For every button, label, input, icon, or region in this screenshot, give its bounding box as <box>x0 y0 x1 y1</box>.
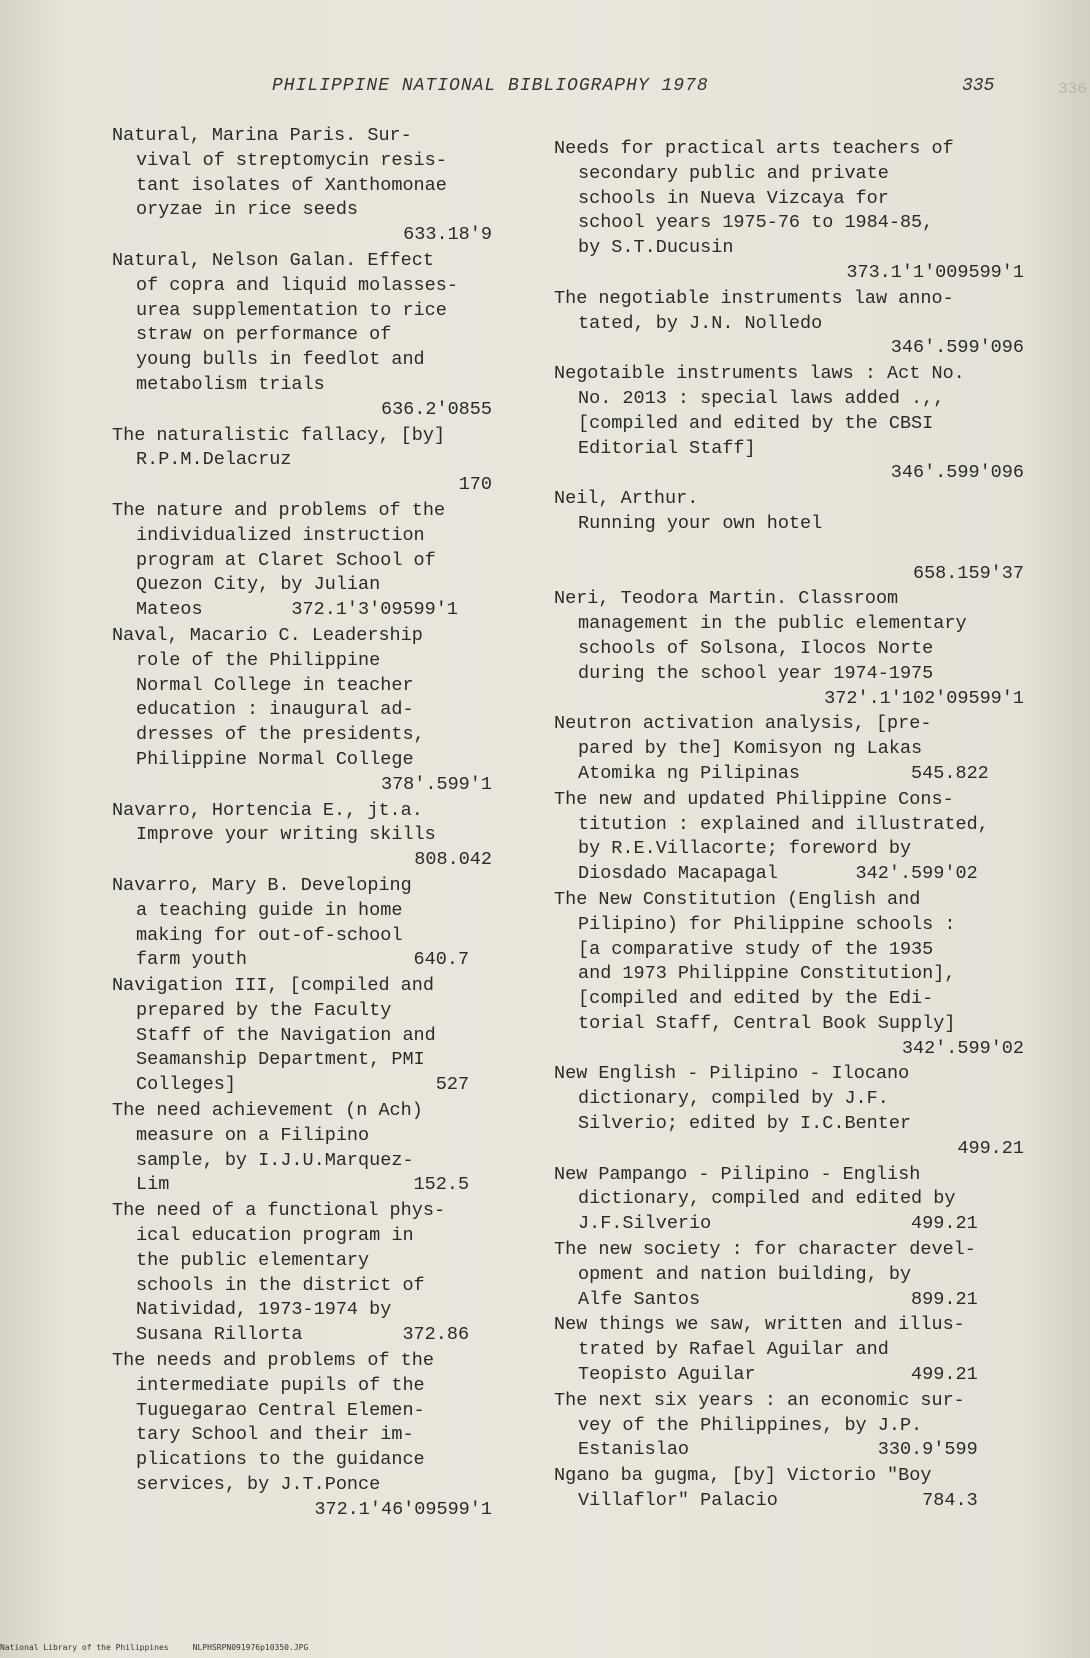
entry-line: sample, by I.J.U.Marquez- <box>136 1149 414 1171</box>
entry-line: Villaflor" Palacio 784.3 <box>578 1490 978 1512</box>
entry-line: The needs and problems of the <box>112 1350 434 1372</box>
entry-line: Ngano ba gugma, [by] Victorio "Boy <box>554 1465 932 1487</box>
entry-line: vival of streptomycin resis- <box>136 149 447 171</box>
entry-line: dresses of the presidents, <box>136 724 425 746</box>
entry-line: Neil, Arthur. <box>554 488 699 510</box>
call-number: 170 <box>458 474 492 496</box>
entry-line: by S.T.Ducusin <box>578 237 734 259</box>
entry-line: ical education program in <box>136 1225 414 1247</box>
bibliography-entry <box>554 362 1024 486</box>
entry-line: intermediate pupils of the <box>136 1374 425 1396</box>
bibliography-entry <box>112 974 492 1098</box>
call-number: 378'.599'1 <box>380 773 492 795</box>
bibliography-entry <box>112 874 492 973</box>
entry-line: Silverio; edited by I.C.Benter <box>578 1113 912 1135</box>
call-number: 372.1'46'09599'1 <box>314 1498 492 1520</box>
entry-line: oryzae in rice seeds <box>136 199 359 221</box>
bibliography-entry <box>112 124 492 248</box>
entry-line: prepared by the Faculty <box>136 999 392 1021</box>
entry-line: Mateos 372.1'3'09599'1 <box>136 599 458 621</box>
entry-line: Neutron activation analysis, [pre- <box>554 713 932 735</box>
entry-line: No. 2013 : special laws added .,, <box>578 387 945 409</box>
entry-line: program at Claret School of <box>136 549 436 571</box>
entry-line: Lim 152.5 <box>136 1174 470 1196</box>
call-number: 342'.599'02 <box>901 1037 1024 1059</box>
call-number: 373.1'1'009599'1 <box>846 261 1024 283</box>
entry-line: Editorial Staff] <box>578 437 756 459</box>
entry-line: Seamanship Department, PMI <box>136 1049 425 1071</box>
bibliography-entry <box>554 487 1024 586</box>
page-number: 335 <box>962 76 995 96</box>
entry-line: Colleges] 527 <box>136 1074 470 1096</box>
entry-line: schools of Solsona, Ilocos Norte <box>578 637 934 659</box>
entry-line: urea supplementation to rice <box>136 299 447 321</box>
entry-line: during the school year 1974-1975 <box>578 662 934 684</box>
entry-line: Philippine Normal College <box>136 748 414 770</box>
bleed-through-page-number: 336 <box>1058 80 1087 98</box>
entry-line: R.P.M.Delacruz <box>136 449 292 471</box>
entry-line: of copra and liquid molasses- <box>136 274 458 296</box>
entry-line: The new and updated Philippine Cons- <box>554 788 954 810</box>
entry-line: by R.E.Villacorte; foreword by <box>578 838 912 860</box>
entry-line: The nature and problems of the <box>112 499 446 521</box>
entry-line: Susana Rillorta 372.86 <box>136 1324 470 1346</box>
entry-line: The naturalistic fallacy, [by] <box>112 424 446 446</box>
entry-line: Alfe Santos 899.21 <box>578 1288 978 1310</box>
entry-line: vey of the Philippines, by J.P. <box>578 1414 923 1436</box>
footer-library: National Library of the Philippines <box>0 1643 169 1652</box>
bibliography-entry <box>112 249 492 423</box>
call-number: 658.159'37 <box>912 562 1024 584</box>
entry-line: Navarro, Hortencia E., jt.a. <box>112 799 423 821</box>
entry-line: tated, by J.N. Nolledo <box>578 312 823 334</box>
call-number: 346'.599'096 <box>890 337 1024 359</box>
entry-line: titution : explained and illustrated, <box>578 813 989 835</box>
entry-line: Atomika ng Pilipinas 545.822 <box>578 762 989 784</box>
entry-line: The negotiable instruments law anno- <box>554 287 954 309</box>
bibliography-entry <box>554 1062 1024 1161</box>
entry-line: dictionary, compiled and edited by <box>578 1188 956 1210</box>
bibliography-entry <box>112 1199 492 1348</box>
entry-line: The new society : for character devel- <box>554 1239 976 1261</box>
bibliography-entry <box>112 499 492 623</box>
entry-line: The New Constitution (English and <box>554 888 921 910</box>
entry-line: Tuguegarao Central Elemen- <box>136 1399 425 1421</box>
entry-line: Running your own hotel <box>578 512 823 534</box>
entry-line: Natural, Marina Paris. Sur- <box>112 125 412 146</box>
entry-line: management in the public elementary <box>578 613 967 635</box>
entry-line: tant isolates of Xanthomonae <box>136 174 447 196</box>
entry-line: straw on performance of <box>136 324 392 346</box>
entry-line: Naval, Macario C. Leadership <box>112 624 423 646</box>
entry-line: Teopisto Aguilar 499.21 <box>578 1364 978 1386</box>
bibliography-entry <box>554 1163 1024 1237</box>
left-column <box>112 124 492 1524</box>
entry-line: school years 1975-76 to 1984-85, <box>578 212 934 234</box>
entry-line: J.F.Silverio 499.21 <box>578 1213 978 1235</box>
entry-line: services, by J.T.Ponce <box>136 1474 381 1496</box>
bibliography-entry <box>554 1313 1024 1387</box>
call-number: 633.18'9 <box>403 224 492 246</box>
bibliography-entry <box>554 888 1024 1062</box>
entry-line: education : inaugural ad- <box>136 699 414 721</box>
entry-line: secondary public and private <box>578 162 889 184</box>
entry-line: role of the Philippine <box>136 649 381 671</box>
bibliography-entry <box>554 1464 1024 1514</box>
footer-file: NLPHSRPN091976p10350.JPG <box>192 1643 309 1652</box>
entry-line: trated by Rafael Aguilar and <box>578 1339 889 1361</box>
entry-line: torial Staff, Central Book Supply] <box>578 1012 956 1034</box>
entry-line: opment and nation building, by <box>578 1263 912 1285</box>
entry-line: The next six years : an economic sur- <box>554 1389 965 1411</box>
call-number: 372'.1'102'09599'1 <box>824 687 1024 709</box>
entry-line: The need achievement (n Ach) <box>112 1100 423 1122</box>
bibliography-entry <box>554 137 1024 286</box>
entry-line: Neri, Teodora Martin. Classroom <box>554 588 899 610</box>
bibliography-entry <box>112 424 492 498</box>
call-number: 636.2'0855 <box>380 398 492 420</box>
bibliography-entry <box>554 587 1024 711</box>
entry-line: The need of a functional phys- <box>112 1200 446 1222</box>
running-header-title: PHILIPPINE NATIONAL BIBLIOGRAPHY 1978 <box>272 76 709 96</box>
bibliography-entry <box>112 799 492 873</box>
entry-line: Natural, Nelson Galan. Effect <box>112 249 434 271</box>
entry-line: Estanislao 330.9'599 <box>578 1439 978 1461</box>
entry-line: Navigation III, [compiled and <box>112 975 434 997</box>
entry-line: individualized instruction <box>136 524 425 546</box>
call-number: 346'.599'096 <box>890 462 1024 484</box>
bibliography-entry <box>554 788 1024 887</box>
entry-line: Needs for practical arts teachers of <box>554 138 954 159</box>
call-number: 808.042 <box>414 849 492 871</box>
bibliography-entry <box>112 624 492 798</box>
entry-line: Normal College in teacher <box>136 674 414 696</box>
entry-line: New Pampango - Pilipino - English <box>554 1163 921 1185</box>
entry-line: the public elementary <box>136 1249 370 1271</box>
entry-line: young bulls in feedlot and <box>136 349 425 371</box>
bibliography-entry <box>112 1099 492 1198</box>
scan-footer <box>0 1643 308 1652</box>
right-column <box>554 137 1024 1515</box>
entry-line: Diosdado Macapagal 342'.599'02 <box>578 863 978 885</box>
entry-line: schools in the district of <box>136 1274 425 1296</box>
entry-line: New English - Pilipino - Ilocano <box>554 1063 910 1085</box>
entry-line: plications to the guidance <box>136 1449 425 1471</box>
entry-line: farm youth 640.7 <box>136 949 470 971</box>
entry-line: [compiled and edited by the Edi- <box>578 988 934 1010</box>
bibliography-entry <box>554 712 1024 786</box>
entry-line: pared by the] Komisyon ng Lakas <box>578 738 923 760</box>
bibliography-entry <box>554 1238 1024 1312</box>
bibliography-entry <box>112 1349 492 1523</box>
entry-line: Pilipino) for Philippine schools : <box>578 913 956 935</box>
entry-line: making for out-of-school <box>136 924 403 946</box>
entry-line: Improve your writing skills <box>136 824 436 846</box>
bibliography-entry <box>554 1389 1024 1463</box>
entry-line: a teaching guide in home <box>136 899 403 921</box>
bibliography-entry <box>554 287 1024 361</box>
entry-line: New things we saw, written and illus- <box>554 1314 965 1336</box>
entry-line: Negotaible instruments laws : Act No. <box>554 363 965 385</box>
call-number: 499.21 <box>957 1137 1024 1159</box>
entry-line: dictionary, compiled by J.F. <box>578 1088 889 1110</box>
entry-line: Quezon City, by Julian <box>136 574 381 596</box>
entry-line: measure on a Filipino <box>136 1124 370 1146</box>
entry-line: Staff of the Navigation and <box>136 1024 436 1046</box>
entry-line: [compiled and edited by the CBSI <box>578 412 934 434</box>
entry-line: Navarro, Mary B. Developing <box>112 874 412 896</box>
entry-line: Natividad, 1973-1974 by <box>136 1299 392 1321</box>
entry-line: tary School and their im- <box>136 1424 414 1446</box>
entry-line: and 1973 Philippine Constitution], <box>578 963 956 985</box>
entry-line: [a comparative study of the 1935 <box>578 938 934 960</box>
entry-line: schools in Nueva Vizcaya for <box>578 187 889 209</box>
entry-line: metabolism trials <box>136 373 325 395</box>
entry-line <box>554 537 1024 562</box>
